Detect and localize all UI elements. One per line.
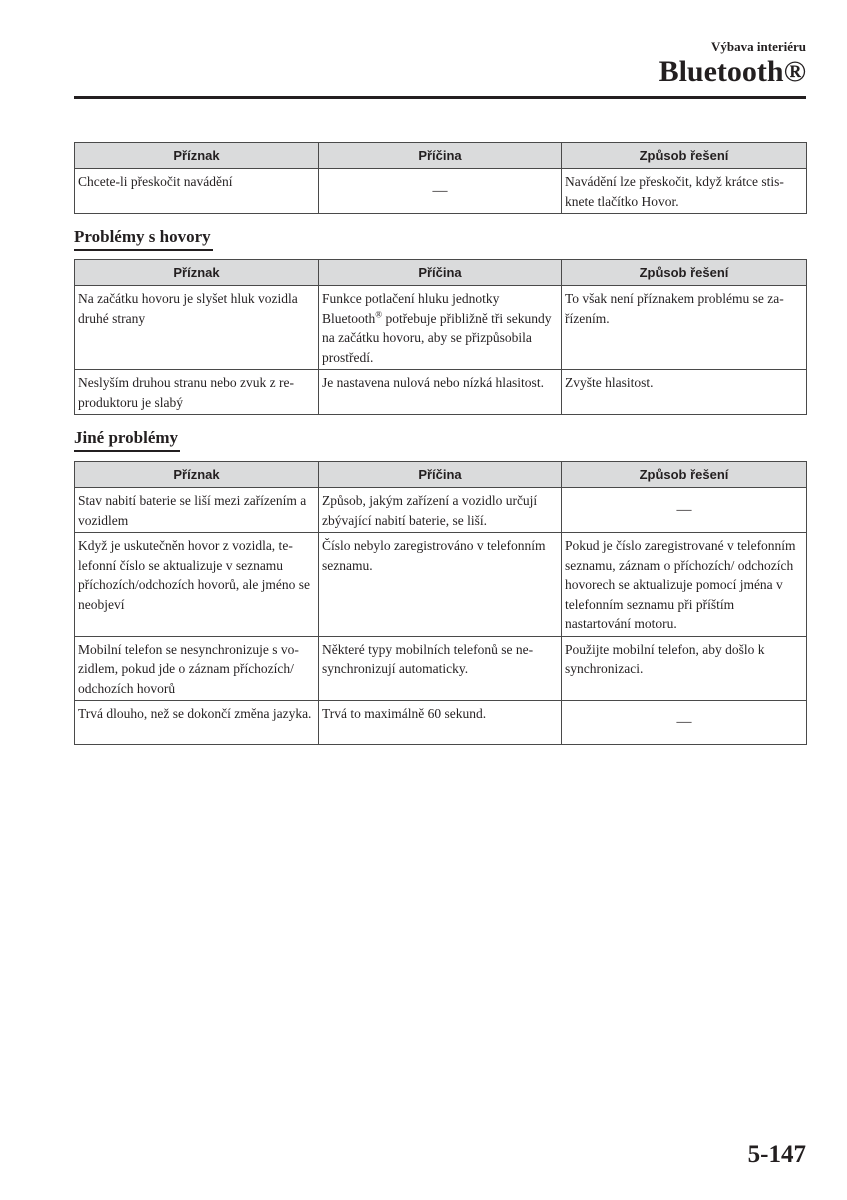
table-header-row — [75, 260, 807, 286]
other-problems-table — [74, 461, 807, 745]
symptom-cell: Trvá dlouho, než se dokončí změna jazyka. — [75, 701, 319, 745]
table-row — [75, 701, 807, 745]
table-row — [75, 488, 807, 533]
table-row — [75, 286, 807, 370]
solution-cell: — — [562, 701, 807, 745]
cause-cell: Trvá to maximálně 60 sekund. — [319, 701, 562, 745]
calls-section-heading: Problémy s hovory — [74, 226, 213, 251]
column-header-cause: Příčina — [319, 260, 562, 286]
cause-cell: — — [319, 169, 562, 214]
table-row — [75, 169, 807, 214]
table-row — [75, 370, 807, 415]
page-number: 5-147 — [747, 1141, 806, 1168]
symptom-cell: Stav nabití baterie se liší mezi zařízením a vozidlem — [75, 488, 319, 533]
symptom-cell: Mobilní telefon se nesynchronizuje s vozidlem, pokud jde o záznam příchozích/ odchozích hovorů — [75, 636, 319, 701]
table-row — [75, 533, 807, 637]
column-header-solution: Způsob řešení — [562, 260, 807, 286]
column-header-cause: Příčina — [319, 462, 562, 488]
table-header-row — [75, 143, 807, 169]
solution-cell: Zvyšte hlasitost. — [562, 370, 807, 415]
page-title: Bluetooth® — [658, 55, 806, 88]
symptom-cell: Neslyším druhou stranu nebo zvuk z reproduktoru je slabý — [75, 370, 319, 415]
section-title: Výbava interiéru — [711, 39, 806, 54]
navigation-table — [74, 142, 807, 214]
table-row — [75, 636, 807, 701]
solution-cell: Použijte mobilní telefon, aby došlo k synchronizaci. — [562, 636, 807, 701]
cause-cell: Je nastavena nulová nebo nízká hlasitost. — [319, 370, 562, 415]
cause-cell: Funkce potlačení hluku jednotky Bluetooth® potřebuje přibližně tři sekundy na začátku hovoru, aby se přizpůsobila prostředí. — [319, 286, 562, 370]
solution-cell: Navádění lze přeskočit, když krátce stisknete tlačítko Hovor. — [562, 169, 807, 214]
table-header-row — [75, 462, 807, 488]
solution-cell: To však není příznakem problému se zařízením. — [562, 286, 807, 370]
column-header-cause: Příčina — [319, 143, 562, 169]
symptom-cell: Na začátku hovoru je slyšet hluk vozidla druhé strany — [75, 286, 319, 370]
column-header-solution: Způsob řešení — [562, 143, 807, 169]
cause-cell: Způsob, jakým zařízení a vozidlo určují zbývající nabití baterie, se liší. — [319, 488, 562, 533]
column-header-symptom: Příznak — [75, 462, 319, 488]
column-header-solution: Způsob řešení — [562, 462, 807, 488]
solution-cell: — — [562, 488, 807, 533]
symptom-cell: Když je uskutečněn hovor z vozidla, telefonní číslo se aktualizuje v seznamu příchozích/odchozích hovorů, ale jméno se neobjeví — [75, 533, 319, 637]
column-header-symptom: Příznak — [75, 143, 319, 169]
cause-cell: Číslo nebylo zaregistrováno v telefonním seznamu. — [319, 533, 562, 637]
solution-cell: Pokud je číslo zaregistrované v telefonním seznamu, záznam o příchozích/ odchozích hovorech se aktualizuje pomocí jména v telefonním seznamu při příštím nastartování motoru. — [562, 533, 807, 637]
header-divider — [74, 96, 806, 99]
calls-table — [74, 259, 807, 415]
cause-cell: Některé typy mobilních telefonů se nesynchronizují automaticky. — [319, 636, 562, 701]
symptom-cell: Chcete-li přeskočit navádění — [75, 169, 319, 214]
other-section-heading: Jiné problémy — [74, 427, 180, 452]
column-header-symptom: Příznak — [75, 260, 319, 286]
